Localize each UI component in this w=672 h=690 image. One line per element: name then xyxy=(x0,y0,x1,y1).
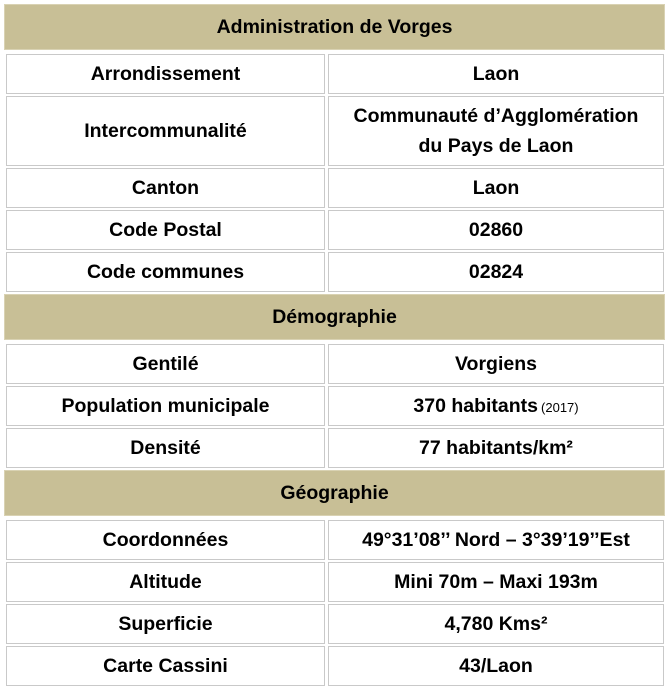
row-label: Superficie xyxy=(118,613,213,635)
table-row-densite xyxy=(4,428,665,468)
row-value: 02824 xyxy=(468,261,524,283)
table-row-code-communes xyxy=(4,252,665,292)
row-value: 43/Laon xyxy=(459,655,533,677)
value-cell xyxy=(328,428,664,468)
section-header-administration xyxy=(4,4,665,50)
label-cell xyxy=(6,168,325,208)
row-value: Laon xyxy=(472,63,520,85)
table-row-superficie xyxy=(4,604,665,644)
row-label: Coordonnées xyxy=(102,529,229,551)
row-label: Code communes xyxy=(86,261,245,283)
row-label: Arrondissement xyxy=(90,63,241,85)
section-title: Géographie xyxy=(280,481,389,504)
row-value: Mini 70m – Maxi 193m xyxy=(394,571,598,593)
row-value: Laon xyxy=(472,177,520,199)
table-row-altitude xyxy=(4,562,665,602)
row-label: Canton xyxy=(131,177,200,199)
label-cell xyxy=(6,428,325,468)
row-label: Altitude xyxy=(129,571,202,593)
section-title: Démographie xyxy=(272,305,397,328)
row-label: Intercommunalité xyxy=(84,120,247,142)
row-value: 4,780 Kms² xyxy=(444,613,548,635)
row-value-line2: du Pays de Laon xyxy=(418,135,574,157)
label-cell xyxy=(6,520,325,560)
row-label: Code Postal xyxy=(109,219,222,241)
row-value: 370 habitants xyxy=(413,395,539,417)
row-value: Vorgiens xyxy=(455,353,537,375)
table-row-canton xyxy=(4,168,665,208)
table-row-intercommunalite xyxy=(4,96,665,166)
label-cell xyxy=(6,96,325,166)
section-header-geographie xyxy=(4,470,665,516)
label-cell xyxy=(6,646,325,686)
label-cell xyxy=(6,54,325,94)
value-cell xyxy=(328,344,664,384)
table-row-code-postal xyxy=(4,210,665,250)
row-value-line1: Communauté d’Agglomération xyxy=(353,105,639,127)
label-cell xyxy=(6,210,325,250)
value-cell xyxy=(328,604,664,644)
value-cell xyxy=(328,252,664,292)
value-cell xyxy=(328,54,664,94)
label-cell xyxy=(6,604,325,644)
label-cell xyxy=(6,562,325,602)
section-title: Administration de Vorges xyxy=(216,15,453,38)
label-cell xyxy=(6,344,325,384)
row-label: Carte Cassini xyxy=(103,655,228,677)
label-cell xyxy=(6,252,325,292)
value-cell xyxy=(328,520,664,560)
row-label: Population municipale xyxy=(61,395,270,417)
section-header-demographie xyxy=(4,294,665,340)
row-label: Densité xyxy=(130,437,201,459)
value-cell xyxy=(328,96,664,166)
label-cell xyxy=(6,386,325,426)
table-row-gentile xyxy=(4,344,665,384)
table-row-arrondissement xyxy=(4,54,665,94)
value-cell xyxy=(328,562,664,602)
value-cell xyxy=(328,646,664,686)
row-value: 49°31’08’’ Nord – 3°39’19’’Est xyxy=(362,529,630,551)
population-year: (2017) xyxy=(541,400,579,415)
row-label: Gentilé xyxy=(132,353,199,375)
table-row-population xyxy=(4,386,665,426)
row-value: 77 habitants/km² xyxy=(419,437,573,459)
table-row-coordonnees xyxy=(4,520,665,560)
value-cell xyxy=(328,168,664,208)
value-cell xyxy=(328,210,664,250)
table-row-carte-cassini xyxy=(4,646,665,686)
row-value: 02860 xyxy=(468,219,524,241)
value-cell xyxy=(328,386,664,426)
